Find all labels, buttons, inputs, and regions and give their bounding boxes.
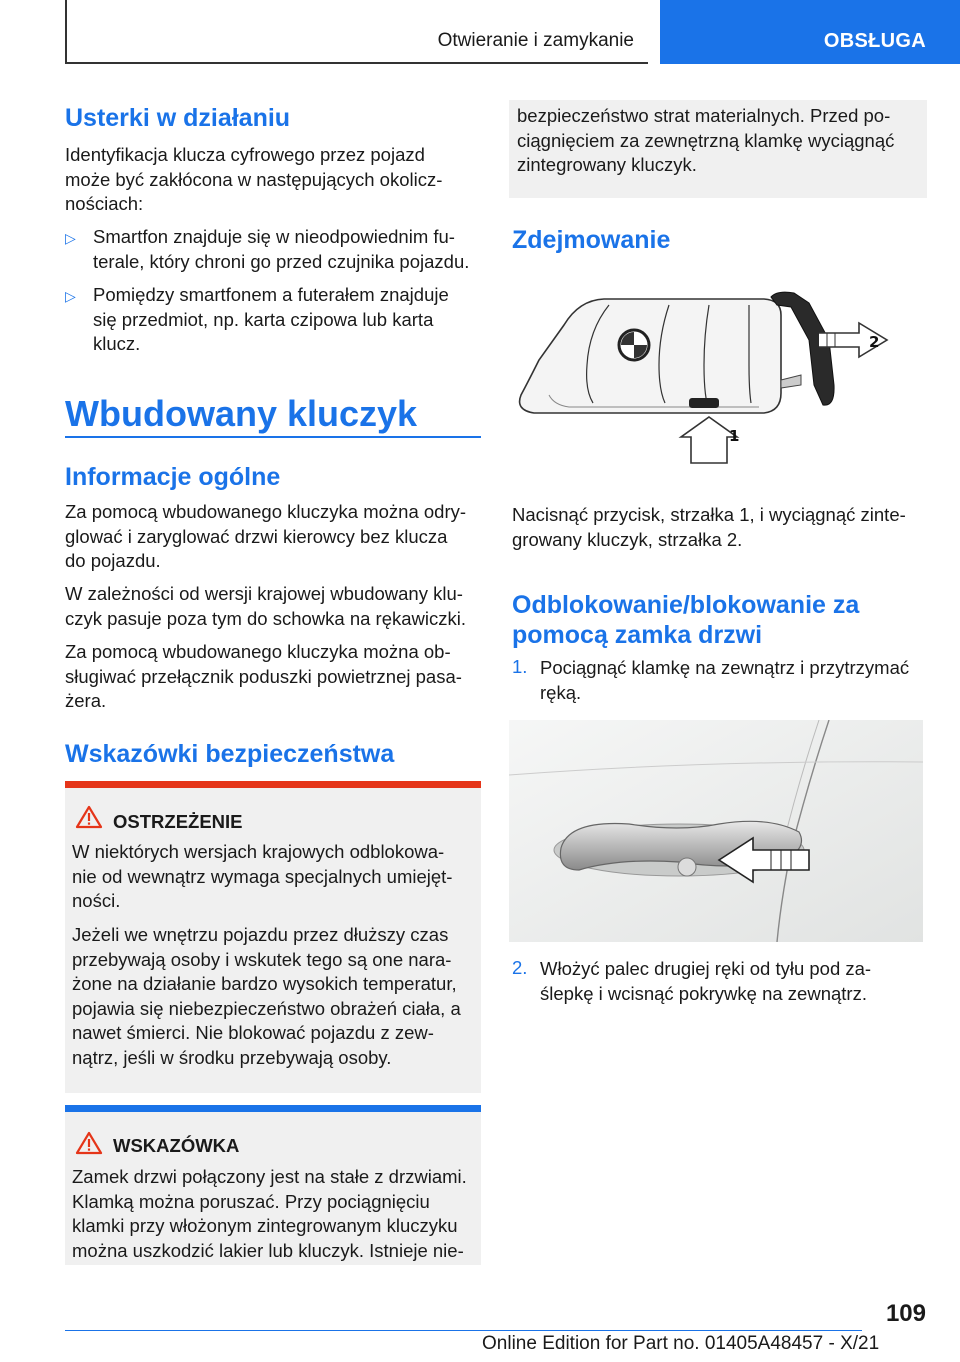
text-line: Włożyć palec drugiej ręki od tyłu pod za-	[540, 958, 872, 979]
text-line: klucz.	[93, 333, 141, 354]
info-paragraph-1	[65, 500, 466, 574]
text-line: ciągnięciem za zewnętrzną klamkę wyciągnąć	[517, 129, 895, 151]
warning-title: OSTRZEŻENIE	[113, 811, 243, 832]
text-line: Nacisnąć przycisk, strzałka 1, i wyciągnąć zinte-	[512, 504, 906, 525]
safety-heading: Wskazówki bezpieczeństwa	[65, 740, 395, 768]
text-line: można uszkodzić lakier lub kluczyk. Istnieje nie-	[72, 1239, 464, 1261]
text-line: Jeżeli we wnętrzu pojazdu przez dłuższy czas	[72, 924, 449, 945]
step-text	[540, 656, 909, 705]
text-line: klamki przy włożonym zintegrowanym kluczyku	[72, 1215, 458, 1236]
text-line: pojawia się niebezpieczeństwo obrażeń ciała, a	[72, 997, 461, 1019]
chapter-tab-label: OBSŁUGA	[823, 30, 926, 52]
heading-line: Odblokowanie/blokowanie za	[512, 591, 860, 619]
notice-box	[65, 1105, 481, 1265]
text-line: przebywają osoby i wskutek tego są one nara-	[72, 948, 452, 970]
text-line: Za pomocą wbudowanego kluczyka można odry-	[65, 501, 467, 522]
warning-triangle-icon	[75, 805, 103, 829]
info-paragraph-2	[65, 582, 466, 631]
footer-rule	[65, 1330, 862, 1331]
text-line: Za pomocą wbudowanego kluczyka można ob-	[65, 641, 451, 662]
text-line: nątrz, jeśli w środku przebywają osoby.	[72, 1046, 392, 1068]
header-section-box	[65, 0, 648, 64]
warning-box	[65, 781, 481, 1093]
notice-bar	[65, 1105, 481, 1112]
text-line: Pomiędzy smartfonem a futerałem znajduje	[93, 284, 449, 305]
info-paragraph-3	[65, 640, 462, 714]
edition-footer: Online Edition for Part no. 01405A48457 - X/21	[482, 1333, 880, 1354]
page-number: 109	[885, 1300, 926, 1327]
warning-paragraph-2	[72, 923, 461, 1070]
heading-line: pomocą zamka drzwi	[512, 621, 763, 649]
arrow-2-label: 2	[869, 333, 880, 351]
text-line: glować i zaryglować drzwi kierowcy bez klucza	[65, 525, 448, 547]
zdejmowanie-heading: Zdejmowanie	[512, 226, 671, 254]
text-line: Zamek drzwi połączony jest na stałe z drzwiami.	[72, 1166, 467, 1187]
key-caption	[512, 503, 906, 552]
text-line: czyk pasuje poza tym do schowka na rękawiczki.	[65, 607, 467, 629]
heading-rule	[65, 436, 481, 438]
arrow-1-label: 1	[729, 427, 740, 445]
notice-title: WSKAZÓWKA	[113, 1135, 240, 1156]
text-line: ręką.	[540, 681, 582, 703]
notice-continued-box	[509, 100, 927, 198]
bullet-marker-icon: ▷	[65, 288, 76, 304]
door-handle-illustration	[509, 720, 923, 942]
text-line: żone na działanie bardzo wysokich temperatur,	[72, 973, 457, 994]
key-removal-illustration	[509, 285, 927, 485]
text-line: terale, który chroni go przed czujnika pojazdu.	[93, 250, 470, 272]
notice-triangle-icon	[75, 1131, 103, 1155]
text-line: żera.	[65, 690, 107, 711]
text-line: zintegrowany kluczyk.	[517, 154, 697, 175]
text-line: do pojazdu.	[65, 550, 161, 571]
text-line: ślepkę i wcisnąć pokrywkę na zewnątrz.	[540, 982, 867, 1004]
text-line: W zależności od wersji krajowej wbudowany klu-	[65, 583, 463, 604]
odblokowanie-heading	[512, 590, 859, 650]
text-line: ności.	[72, 890, 121, 911]
warning-paragraph-1	[72, 840, 452, 914]
text-line: Klamką można poruszać. Przy pociągnięciu	[72, 1190, 430, 1212]
kluczyk-heading: Wbudowany kluczyk	[65, 393, 418, 434]
text-line: W niektórych wersjach krajowych odblokowa-	[72, 841, 445, 862]
text-line: może być zakłócona w następujących okolicz-	[65, 168, 443, 190]
text-line: Smartfon znajduje się w nieodpowiednim fu-	[93, 226, 455, 247]
info-heading: Informacje ogólne	[65, 463, 281, 491]
text-line: Identyfikacja klucza cyfrowego przez pojazd	[65, 144, 425, 165]
section-title: Otwieranie i zamykanie	[437, 30, 634, 51]
text-line: nie od wewnątrz wymaga specjalnych umiejęt-	[72, 865, 453, 887]
text-line: nawet śmierci. Nie blokować pojazdu z zew-	[72, 1022, 434, 1043]
usterki-heading: Usterki w działaniu	[65, 104, 291, 132]
text-line: się przedmiot, np. karta czipowa lub karta	[93, 308, 434, 330]
text-line: sługiwać przełącznik poduszki powietrznej pasa-	[65, 665, 462, 687]
text-line: nościach:	[65, 193, 144, 214]
text-line: growany kluczyk, strzałka 2.	[512, 528, 743, 550]
text-line: bezpieczeństwo strat materialnych. Przed po-	[517, 105, 891, 126]
warning-bar	[65, 781, 481, 788]
notice-continued-text	[517, 104, 894, 178]
step-number: 1.	[512, 656, 528, 677]
usterki-intro	[65, 143, 442, 217]
bullet-marker-icon: ▷	[65, 230, 76, 246]
step-number: 2.	[512, 957, 528, 978]
notice-paragraph	[72, 1165, 467, 1263]
text-line: Pociągnąć klamkę na zewnątrz i przytrzymać	[540, 657, 910, 678]
step-text	[540, 957, 871, 1006]
chapter-tab[interactable]	[660, 0, 960, 64]
